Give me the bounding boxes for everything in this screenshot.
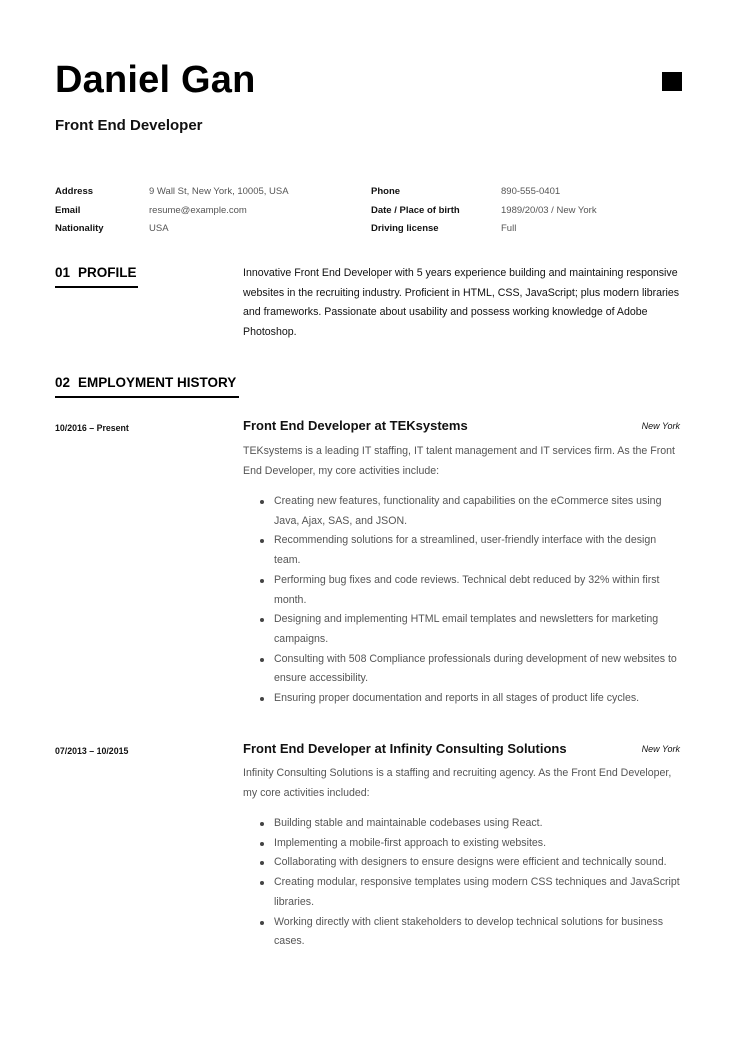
list-item: Creating new features, functionality and capabilities on the eCommerce sites using Java, Ajax, SAS, and JSON. — [243, 492, 683, 531]
list-item: Recommending solutions for a streamlined, user-friendly interface with the design team. — [243, 531, 683, 570]
address-label: Address — [55, 186, 94, 197]
contact-labels-right — [371, 183, 460, 239]
employment-divider — [55, 396, 239, 398]
birth-value: 1989/20/03 / New York — [501, 204, 597, 216]
email-value: resume@example.com — [149, 204, 247, 216]
phone-label: Phone — [371, 186, 401, 197]
employment-heading-text: EMPLOYMENT HISTORY — [78, 375, 237, 390]
job-title: Front End Developer — [55, 117, 203, 134]
contact-values-right — [501, 183, 597, 239]
list-item: Collaborating with designers to ensure designs were efficient and technically sound. — [243, 853, 683, 873]
address-value: 9 Wall St, New York, 10005, USA — [149, 186, 289, 197]
contact-labels-left — [55, 183, 104, 239]
email-label: Email — [55, 204, 81, 216]
job-dates: 07/2013 – 10/2015 — [55, 746, 129, 756]
employment-heading — [55, 375, 236, 391]
list-item: Implementing a mobile-first approach to existing websites. — [243, 834, 683, 854]
profile-divider — [55, 286, 138, 288]
phone-value: 890-555-0401 — [501, 186, 561, 197]
job-location: New York — [641, 421, 680, 431]
employment-number: 02 — [55, 375, 71, 390]
job-dates: 10/2016 – Present — [55, 423, 129, 433]
profile-heading-text: PROFILE — [78, 265, 137, 280]
list-item: Working directly with client stakeholders to develop technical solutions for business cases. — [243, 913, 683, 952]
candidate-name: Daniel Gan — [55, 59, 256, 101]
list-item: Ensuring proper documentation and reports in all stages of product life cycles. — [243, 689, 683, 709]
list-item: Designing and implementing HTML email templates and newsletters for marketing campaigns. — [243, 610, 683, 649]
list-item: Creating modular, responsive templates using modern CSS techniques and JavaScript libraries. — [243, 873, 683, 912]
birth-label: Date / Place of birth — [371, 204, 460, 216]
profile-text: Innovative Front End Developer with 5 years experience building and maintaining responsive websites in the recruiting industry. Proficient in HTML, CSS, JavaScript; plus modern libraries and frameworks. Passionate about usability and possess working knowledge of Adobe Photoshop. — [243, 267, 680, 339]
profile-number: 01 — [55, 265, 71, 280]
contact-values-left — [149, 183, 289, 239]
list-item: Performing bug fixes and code reviews. Technical debt reduced by 32% within first month. — [243, 571, 683, 610]
black-square-icon — [662, 72, 682, 91]
job-heading: Front End Developer at Infinity Consulting Solutions — [243, 741, 567, 756]
profile-heading — [55, 265, 137, 281]
driving-license-value: Full — [501, 223, 517, 234]
list-item: Building stable and maintainable codebases using React. — [243, 814, 683, 834]
job-bullet-list — [243, 814, 683, 952]
job-description: Infinity Consulting Solutions is a staffing and recruiting agency. As the Front End Developer, my core activities included: — [243, 767, 672, 799]
job-bullet-list — [243, 492, 683, 709]
driving-license-label: Driving license — [371, 223, 439, 234]
list-item: Consulting with 508 Compliance professionals during development of new websites to ensure accessibility. — [243, 650, 683, 689]
job-location: New York — [641, 744, 680, 754]
nationality-value: USA — [149, 223, 169, 234]
job-heading: Front End Developer at TEKsystems — [243, 418, 468, 433]
nationality-label: Nationality — [55, 223, 104, 234]
job-description: TEKsystems is a leading IT staffing, IT talent management and IT services firm. As the Front End Developer, my core activities include: — [243, 445, 675, 477]
